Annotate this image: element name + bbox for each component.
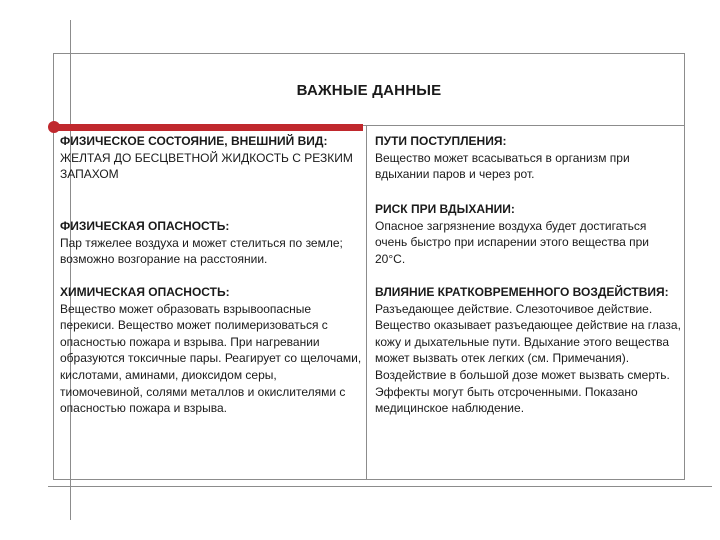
section-title: РИСК ПРИ ВДЫХАНИИ: [375, 202, 515, 216]
section-body: Вещество может всасываться в организм при вдыхании паров и через рот. [375, 150, 630, 182]
section-body: ЖЕЛТАЯ ДО БЕСЦВЕТНОЙ ЖИДКОСТЬ С РЕЗКИМ ЗАПАХОМ [60, 150, 353, 182]
bottom-rule [48, 486, 712, 487]
section-title: ВЛИЯНИЕ КРАТКОВРЕМЕННОГО ВОЗДЕЙСТВИЯ: [375, 285, 669, 299]
section-body: Пар тяжелее воздуха и может стелиться по земле; возможно возгорание на расстоянии. [60, 235, 343, 267]
section-title: ФИЗИЧЕСКАЯ ОПАСНОСТЬ: [60, 219, 230, 233]
section-body: Вещество может образовать взрывоопасные перекиси. Вещество может полимеризоваться с опасностью пожара и взрыва. При нагревании образуются токсичные пары. Реагирует со щелочами, кислотами, аминами, диоксидом серы, тиомочевиной, солями металлов и окислителями с опасностью пожара и взрыва. [60, 301, 362, 416]
section-short-term-effects [375, 284, 681, 417]
section-body: Опасное загрязнение воздуха будет достигаться очень быстро при испарении этого вещества при 20°C. [375, 218, 649, 266]
accent-dot [48, 121, 60, 133]
accent-bar [53, 124, 363, 131]
section-inhalation-risk [375, 201, 681, 267]
section-title: ХИМИЧЕСКАЯ ОПАСНОСТЬ: [60, 285, 230, 299]
section-routes-of-exposure [375, 133, 681, 183]
section-title: ПУТИ ПОСТУПЛЕНИЯ: [375, 134, 507, 148]
section-body: Разъедающее действие. Слезоточивое действие. Вещество оказывает разъедающее действие на глаза, кожу и дыхательные пути. Вдыхание этого вещества может вызвать отек легких (см. Примечания). Воздействие в большой дозе может вызвать смерть. Эффекты могут быть отсроченными. Показано медицинское наблюдение. [375, 301, 681, 416]
section-chemical-hazard [60, 284, 362, 417]
section-physical-state [60, 133, 362, 183]
section-title: ФИЗИЧЕСКОЕ СОСТОЯНИЕ, ВНЕШНИЙ ВИД: [60, 134, 328, 148]
column-divider [366, 126, 367, 480]
section-physical-hazard [60, 218, 362, 268]
page-title: ВАЖНЫЕ ДАННЫЕ [296, 82, 442, 99]
